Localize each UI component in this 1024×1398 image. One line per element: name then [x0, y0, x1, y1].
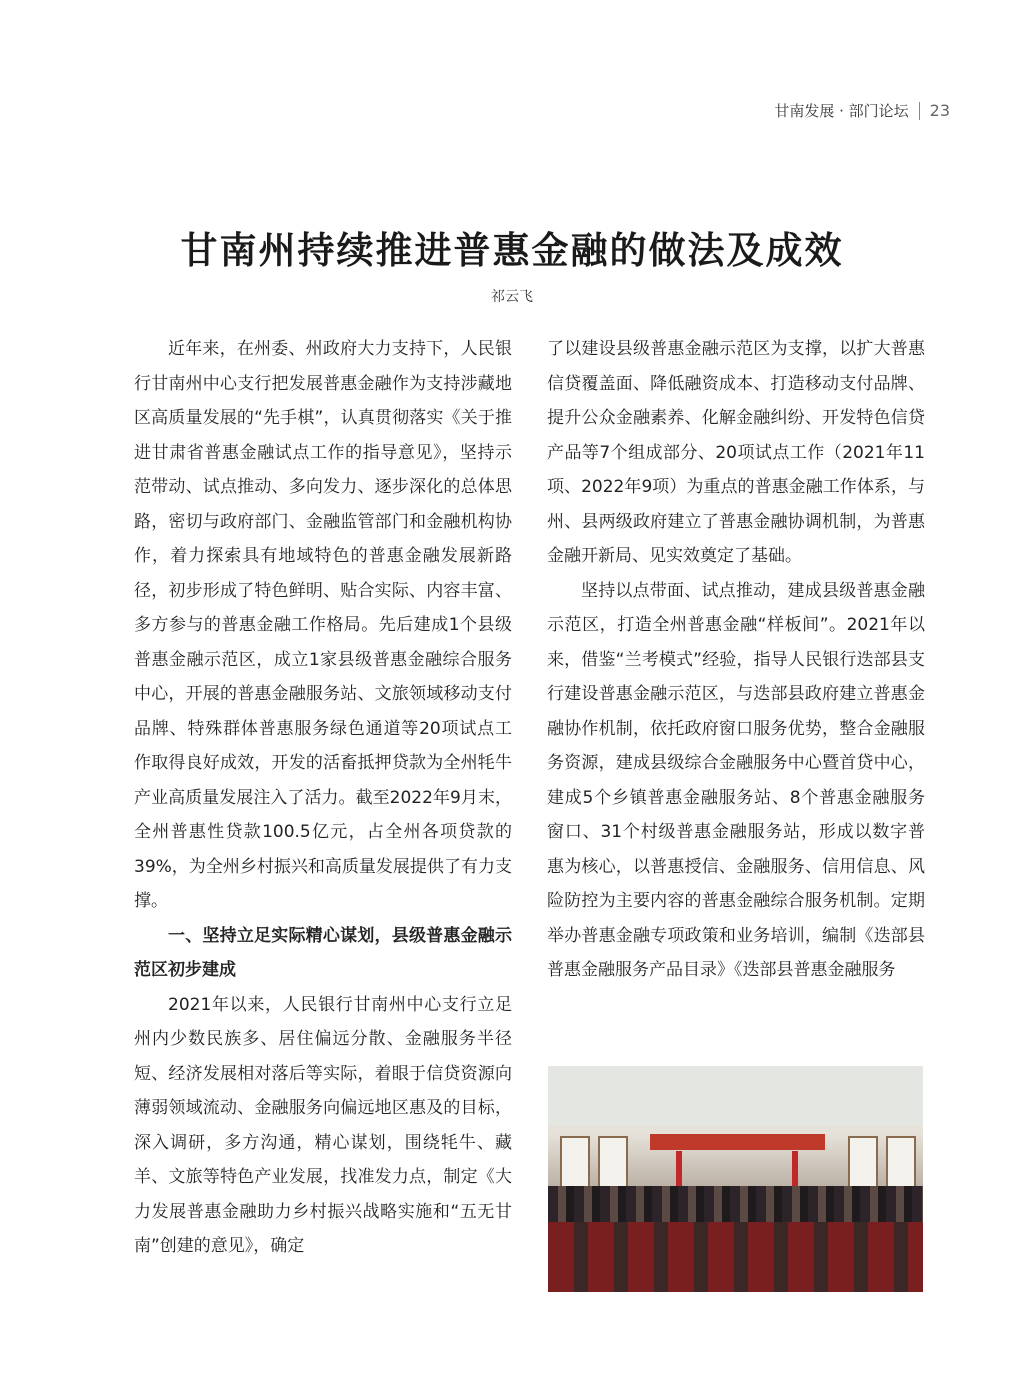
- section-heading-1: 一、坚持立足实际精心谋划，县级普惠金融示范区初步建成: [134, 925, 512, 980]
- article-author: 祁云飞: [491, 289, 533, 305]
- meeting-photo: [548, 1066, 923, 1292]
- photo-chairs: [548, 1222, 923, 1292]
- section-title: 甘南发展 · 部门论坛: [774, 102, 909, 120]
- left-column: [134, 332, 512, 1264]
- article-title: 甘南州持续推进普惠金融的做法及成效: [180, 228, 844, 272]
- paragraph-2: 2021年以来，人民银行甘南州中心支行立足州内少数民族多、居住偏远分散、金融服务半径短、经济发展相对落后等实际，着眼于信贷资源向薄弱领域流动、金融服务向偏远地区惠及的目标，深入调研，多方沟通，精心谋划，围绕牦牛、藏羊、文旅等特色产业发展，找准发力点，制定《大力发展普惠金融助力乡村振兴战略实施和“五无甘南”创建的意见》，确定: [134, 994, 512, 1256]
- paragraph-3: 坚持以点带面、试点推动，建成县级普惠金融示范区，打造全州普惠金融“样板间”。2021年以来，借鉴“兰考模式”经验，指导人民银行迭部县支行建设普惠金融示范区，与迭部县政府建立普惠金融协作机制，依托政府窗口服务优势，整合金融服务资源，建成县级综合金融服务中心暨首贷中心，建成5个乡镇普惠金融服务站、8个普惠金融服务窗口、31个村级普惠金融服务站，形成以数字普惠为核心，以普惠授信、金融服务、信用信息、风险防控为主要内容的普惠金融综合服务机制。定期举办普惠金融专项政策和业务培训，编制《迭部县普惠金融服务产品目录》《迭部县普惠金融服务: [547, 580, 925, 980]
- page-number: 23: [929, 101, 950, 120]
- photo-crowd: [548, 1186, 923, 1226]
- paragraph-intro: 近年来，在州委、州政府大力支持下，人民银行甘南州中心支行把发展普惠金融作为支持涉藏地区高质量发展的“先手棋”，认真贯彻落实《关于推进甘肃省普惠金融试点工作的指导意见》，坚持示范带动、试点推动、多向发力、逐步深化的总体思路，密切与政府部门、金融监管部门和金融机构协作，着力探索具有地域特色的普惠金融发展新路径，初步形成了特色鲜明、贴合实际、内容丰富、多方参与的普惠金融工作格局。先后建成1个县级普惠金融示范区，成立1家县级普惠金融综合服务中心，开展的普惠金融服务站、文旅领域移动支付品牌、特殊群体普惠服务绿色通道等20项试点工作取得良好成效，开发的活畜抵押贷款为全州牦牛产业高质量发展注入了活力。截至2022年9月末，全州普惠性贷款100.5亿元，占全州各项贷款的39%，为全州乡村振兴和高质量发展提供了有力支撑。: [134, 339, 512, 911]
- photo-wall: [548, 1066, 923, 1126]
- photo-banner: [650, 1134, 825, 1150]
- running-header: [774, 100, 950, 121]
- right-column: [547, 332, 925, 988]
- header-divider: [919, 102, 920, 120]
- paragraph-2-continued: 了以建设县级普惠金融示范区为支撑，以扩大普惠信贷覆盖面、降低融资成本、打造移动支付品牌、提升公众金融素养、化解金融纠纷、开发特色信贷产品等7个组成部分、20项试点工作（2021年11项、2022年9项）为重点的普惠金融工作体系，与州、县两级政府建立了普惠金融协调机制，为普惠金融开新局、见实效奠定了基础。: [547, 339, 925, 566]
